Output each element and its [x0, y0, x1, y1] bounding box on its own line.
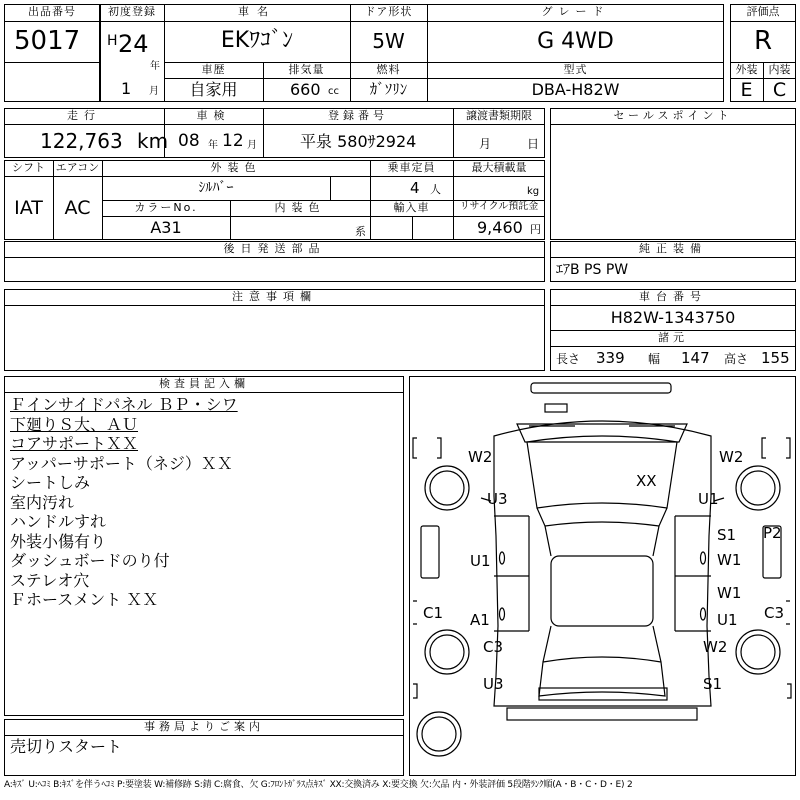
transfer-label: 譲渡書類期限: [466, 109, 532, 122]
note-line: Ｆインサイドパネル ＢＰ・シワ: [10, 395, 238, 414]
note-line: 下廻りＳ大、ＡＵ: [10, 414, 139, 434]
note-line: シートしみ: [10, 473, 91, 492]
int-color-suffix: 系: [355, 225, 366, 238]
office-notice: 売切りスタート: [10, 737, 123, 756]
height-label: 高さ: [724, 352, 749, 366]
width: 147: [681, 349, 710, 367]
mark-u1-right-b: U1: [717, 611, 738, 629]
lot-number: 5017: [14, 26, 81, 56]
car-damage-diagram: [409, 376, 796, 776]
fuel: ｶﾞｿﾘﾝ: [369, 80, 408, 98]
color-no-label: カラーNo.: [134, 201, 198, 214]
history: 自家用: [189, 80, 238, 99]
recycle-label: リサイクル預託金: [459, 201, 539, 212]
mark-xx: XX: [636, 472, 657, 490]
mark-s1-right: S1: [717, 526, 737, 544]
transfer-month: 月: [479, 137, 492, 151]
ship-parts-label: 後日発送部品: [223, 242, 326, 255]
insp-year: 08: [178, 131, 200, 151]
disp-label: 排気量: [288, 63, 325, 76]
era: H: [107, 33, 118, 49]
note-line: ダッシュボードのり付: [10, 551, 170, 570]
note-line: 室内汚れ: [10, 492, 75, 512]
mark-c3-right: C3: [764, 604, 785, 622]
ac-label: エアコン: [55, 161, 100, 174]
score: R: [753, 26, 773, 56]
mark-w2-left: W2: [468, 448, 493, 466]
equipment: ｴｱB PS PW: [556, 262, 629, 278]
reg-year: 24: [118, 30, 149, 58]
model-code: DBA-H82W: [531, 80, 620, 99]
mark-u3-left-b: U3: [483, 675, 504, 693]
sales-point-box: [550, 108, 796, 240]
note-line: ステレオ穴: [10, 570, 90, 590]
equipment-label: 純正装備: [639, 242, 707, 255]
mark-u1-right: U1: [698, 490, 719, 508]
width-label: 幅: [648, 352, 661, 366]
mark-s1-right-b: S1: [703, 675, 723, 693]
plate-number: 平泉 580ｻ2924: [300, 132, 417, 151]
height: 155: [761, 349, 790, 367]
insp-month-unit: 月: [247, 140, 257, 151]
seats-unit: 人: [430, 183, 441, 196]
transfer-day: 日: [527, 137, 540, 151]
ext-color-label: 外装色: [210, 161, 262, 174]
plate-label: 登録番号: [328, 109, 388, 122]
recycle-fee: 9,460: [477, 218, 523, 237]
ext-color: ｼﾙﾊﾞｰ: [198, 180, 234, 196]
seats: 4: [410, 179, 420, 197]
mark-c1: C1: [423, 604, 444, 622]
max-load-label: 最大積載量: [471, 161, 527, 174]
mark-w2-right-b: W2: [703, 638, 728, 656]
insp-year-unit: 年: [208, 140, 218, 151]
mileage-unit: km: [137, 129, 169, 153]
mark-w1-right-a: W1: [717, 551, 742, 569]
ac: AC: [64, 197, 91, 219]
grade: G 4WD: [537, 29, 614, 54]
note-line: Ｆホースメント ＸＸ: [10, 590, 159, 609]
seats-label: 乗車定員: [387, 161, 436, 174]
int-grade: C: [772, 79, 787, 101]
sales-point-label: セールスポイント: [613, 109, 733, 122]
inspection-label: 車検: [196, 109, 231, 122]
lot-label: 出品番号: [28, 5, 76, 18]
note-line: コアサポートＸＸ: [10, 434, 139, 453]
chassis-number: H82W-1343750: [610, 308, 736, 327]
shift-label: シフト: [12, 161, 45, 174]
car-name-label: 車名: [238, 5, 276, 18]
mark-p2: P2: [763, 524, 782, 542]
note-line: ハンドルすれ: [10, 512, 107, 531]
reg-month: 1: [121, 79, 132, 98]
length: 339: [596, 349, 625, 367]
note-line: 外装小傷有り: [10, 531, 107, 551]
displacement: 660: [290, 80, 321, 99]
mileage-label: 走行: [67, 109, 101, 122]
disp-unit: cc: [328, 86, 339, 97]
chassis-label: 車台番号: [639, 290, 707, 303]
length-label: 長さ: [556, 352, 581, 366]
dims-label: 諸元: [658, 331, 688, 344]
note-line: アッパーサポート（ネジ）ＸＸ: [10, 453, 233, 473]
import-label: 輸入車: [393, 201, 430, 214]
score-label: 評価点: [746, 5, 780, 18]
int-label: 内装: [768, 63, 791, 76]
ext-label: 外装: [735, 63, 758, 76]
ext-grade: E: [740, 79, 753, 101]
mark-w2-right: W2: [719, 448, 744, 466]
model-label: 型式: [563, 63, 588, 76]
office-label: 事務局よりご案内: [144, 720, 264, 733]
door-label: ドア形状: [364, 5, 413, 18]
shift: IAT: [14, 197, 43, 219]
int-color-label: 内装色: [274, 201, 326, 214]
legend: A:ｷｽﾞ U:ﾍｺﾐ B:ｷｽﾞを伴うﾍｺﾐ P:要塗装 W:補修跡 S:錆 C:腐食、欠 G:ﾌﾛﾝﾄｶﾞﾗｽ点ｷｽﾞ XX:交換済み X:要交換 欠:欠品 内・外装評価 5段階ﾗﾝｸ順(A・B・C・D・E) 2: [4, 780, 633, 790]
mark-a1: A1: [470, 611, 490, 629]
door-type: 5W: [372, 29, 405, 53]
inspector-notes: [10, 395, 238, 610]
color-no: A31: [150, 218, 182, 237]
inspector-label: 検査員記入欄: [159, 377, 249, 390]
caution-label: 注意事項欄: [232, 290, 317, 303]
year-unit: 年: [150, 61, 160, 72]
recycle-unit: 円: [530, 223, 541, 236]
fuel-label: 燃料: [376, 63, 401, 76]
first-reg-label: 初度登録: [108, 5, 156, 18]
car-name: EKﾜｺﾞﾝ: [220, 28, 294, 53]
max-load-unit: kg: [527, 186, 540, 197]
mark-u1-left: U1: [470, 552, 491, 570]
mark-u3-left: U3: [487, 490, 508, 508]
mark-c3-left: C3: [483, 638, 504, 656]
month-unit: 月: [149, 86, 159, 97]
grade-label: グレード: [541, 5, 610, 18]
history-label: 車歴: [201, 63, 226, 76]
mark-w1-right-b: W1: [717, 584, 742, 602]
insp-month: 12: [222, 131, 244, 151]
mileage: 122,763: [40, 129, 123, 153]
